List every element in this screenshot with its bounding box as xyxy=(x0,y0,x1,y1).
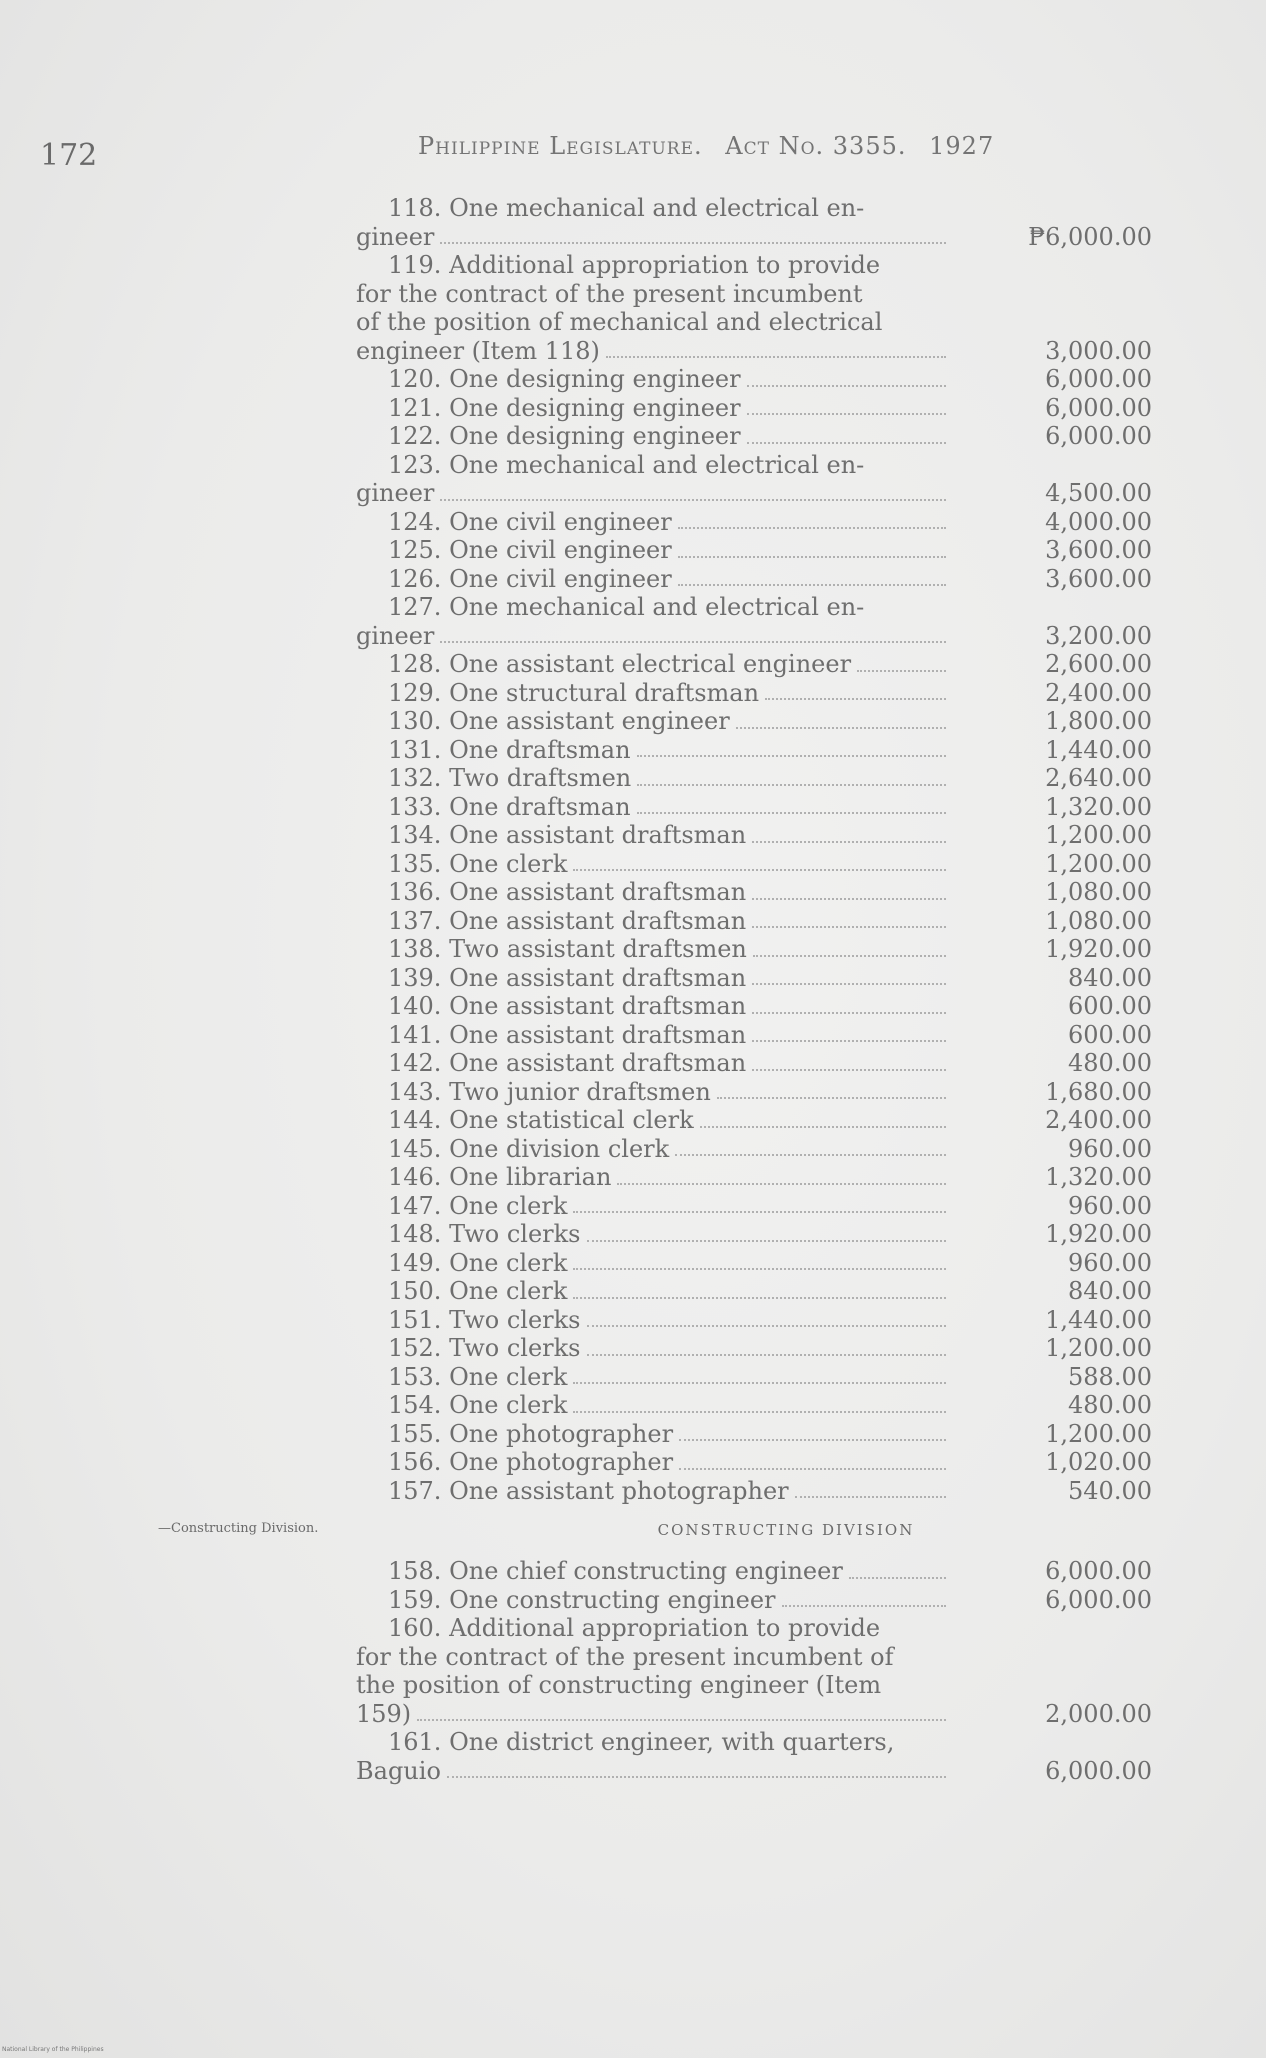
leader-dots xyxy=(637,755,946,757)
appropriation-item xyxy=(356,1614,1156,1728)
leader-dots xyxy=(717,1097,946,1099)
appropriation-item xyxy=(356,1135,1156,1164)
page-number: 172 xyxy=(40,138,98,173)
item-description: 136. One assistant draftsman xyxy=(388,878,747,906)
item-amount: 6,000.00 xyxy=(1045,1756,1152,1785)
item-amount: 480.00 xyxy=(1068,1049,1152,1077)
leader-dots xyxy=(678,584,946,586)
leader-dots xyxy=(752,841,946,843)
appropriation-item xyxy=(356,907,1156,936)
item-amount: 1,440.00 xyxy=(1045,1305,1152,1334)
item-amount: 2,400.00 xyxy=(1045,1106,1152,1134)
appropriation-item xyxy=(356,422,1156,451)
appropriation-item xyxy=(356,508,1156,537)
appropriation-item xyxy=(356,1557,1156,1586)
item-description: 150. One clerk xyxy=(388,1277,568,1305)
leader-dots xyxy=(736,727,946,729)
item-amount: 960.00 xyxy=(1068,1191,1152,1220)
appropriation-item xyxy=(356,821,1156,850)
appropriation-item xyxy=(356,1728,1156,1785)
appropriation-item xyxy=(356,593,1156,650)
leader-dots xyxy=(679,1468,946,1470)
appropriation-item xyxy=(356,1586,1156,1615)
item-description: 138. Two assistant draftsmen xyxy=(388,935,747,963)
leader-dots xyxy=(782,1605,946,1607)
appropriation-item xyxy=(356,1306,1156,1335)
item-amount: 3,600.00 xyxy=(1045,536,1152,564)
item-amount: 1,080.00 xyxy=(1045,878,1152,906)
item-description: 155. One photographer xyxy=(388,1419,674,1448)
appropriation-item xyxy=(356,1220,1156,1249)
item-amount: 6,000.00 xyxy=(1045,1585,1152,1614)
item-description: 143. Two junior draftsmen xyxy=(388,1077,711,1106)
item-amount: 1,080.00 xyxy=(1045,906,1152,935)
item-description: engineer (Item 118) xyxy=(356,336,600,365)
leader-dots xyxy=(447,1776,946,1778)
item-list-engineering xyxy=(356,194,1156,1505)
item-description: of the position of mechanical and electrical xyxy=(356,308,883,336)
leader-dots xyxy=(795,1496,946,1498)
item-description: 119. Additional appropriation to provide xyxy=(388,251,881,279)
item-description: 120. One designing engineer xyxy=(388,365,741,393)
appropriation-item xyxy=(356,850,1156,879)
item-amount: 6,000.00 xyxy=(1045,1557,1152,1585)
leader-dots xyxy=(700,1126,946,1128)
item-description: 132. Two draftsmen xyxy=(388,764,632,792)
leader-dots xyxy=(747,442,946,444)
item-amount: 960.00 xyxy=(1068,1248,1152,1277)
appropriation-item xyxy=(356,1049,1156,1078)
item-description: 127. One mechanical and electrical en- xyxy=(388,593,865,621)
item-amount: 480.00 xyxy=(1068,1391,1152,1419)
appropriation-item xyxy=(356,1163,1156,1192)
leader-dots xyxy=(573,1297,946,1299)
item-amount: 1,200.00 xyxy=(1045,1334,1152,1362)
appropriation-item xyxy=(356,1391,1156,1420)
item-description: 149. One clerk xyxy=(388,1248,568,1277)
item-description: for the contract of the present incumbent of xyxy=(356,1642,894,1671)
item-description: 141. One assistant draftsman xyxy=(388,1020,747,1049)
item-description: 159. One constructing engineer xyxy=(388,1585,776,1614)
item-description: 135. One clerk xyxy=(388,849,568,878)
leader-dots xyxy=(573,869,946,871)
leader-dots xyxy=(417,1719,946,1721)
item-amount: 1,320.00 xyxy=(1045,792,1152,821)
item-amount: 4,500.00 xyxy=(1045,479,1152,507)
item-description: for the contract of the present incumbent xyxy=(356,279,863,308)
appropriation-item xyxy=(356,736,1156,765)
leader-dots xyxy=(752,983,946,985)
item-amount: 1,920.00 xyxy=(1045,935,1152,963)
appropriation-item xyxy=(356,1334,1156,1363)
item-amount: 600.00 xyxy=(1068,1020,1152,1049)
leader-dots xyxy=(747,413,946,415)
item-description: gineer xyxy=(356,222,435,251)
item-description: 152. Two clerks xyxy=(388,1334,581,1362)
item-description: 158. One chief constructing engineer xyxy=(388,1557,843,1585)
appropriation-item xyxy=(356,707,1156,736)
leader-dots xyxy=(752,898,946,900)
appropriation-items xyxy=(356,194,1156,1785)
appropriation-item xyxy=(356,1249,1156,1278)
leader-dots xyxy=(440,242,946,244)
item-amount: 2,600.00 xyxy=(1045,650,1152,678)
appropriation-item xyxy=(356,679,1156,708)
leader-dots xyxy=(573,1382,946,1384)
item-description: 134. One assistant draftsman xyxy=(388,821,747,849)
item-description: 157. One assistant photographer xyxy=(388,1476,789,1505)
item-description: 129. One structural draftsman xyxy=(388,678,760,707)
item-amount: 2,400.00 xyxy=(1045,678,1152,707)
item-description: 130. One assistant engineer xyxy=(388,707,730,735)
item-description: 160. Additional appropriation to provide xyxy=(388,1614,881,1642)
leader-dots xyxy=(573,1211,946,1213)
item-amount: 840.00 xyxy=(1068,963,1152,992)
item-amount: 1,800.00 xyxy=(1045,707,1152,735)
leader-dots xyxy=(587,1325,947,1327)
appropriation-item xyxy=(356,1277,1156,1306)
item-description: 131. One draftsman xyxy=(388,735,631,764)
item-amount: 1,200.00 xyxy=(1045,849,1152,878)
appropriation-item xyxy=(356,1477,1156,1506)
appropriation-item xyxy=(356,992,1156,1021)
item-description: 151. Two clerks xyxy=(388,1305,581,1334)
item-description: 133. One draftsman xyxy=(388,792,631,821)
item-amount: 600.00 xyxy=(1068,992,1152,1020)
item-amount: 2,000.00 xyxy=(1045,1699,1152,1728)
item-description: the position of constructing engineer (Item xyxy=(356,1671,882,1699)
appropriation-item xyxy=(356,194,1156,251)
item-amount: 3,000.00 xyxy=(1045,336,1152,365)
appropriation-item xyxy=(356,878,1156,907)
appropriation-item xyxy=(356,964,1156,993)
item-description: 156. One photographer xyxy=(388,1448,674,1476)
item-description: 146. One librarian xyxy=(388,1163,612,1191)
margin-note: —Constructing Division. xyxy=(158,1521,319,1536)
item-description: 147. One clerk xyxy=(388,1191,568,1220)
leader-dots xyxy=(637,812,946,814)
leader-dots xyxy=(440,641,946,643)
leader-dots xyxy=(675,1154,946,1156)
act-number: Act No. 3355. xyxy=(725,132,907,160)
item-amount: 1,320.00 xyxy=(1045,1163,1152,1191)
leader-dots xyxy=(573,1268,946,1270)
leader-dots xyxy=(678,527,946,529)
leader-dots xyxy=(679,1439,946,1441)
leader-dots xyxy=(587,1354,947,1356)
item-description: 148. Two clerks xyxy=(388,1220,581,1248)
leader-dots xyxy=(752,1069,946,1071)
item-amount: ₱6,000.00 xyxy=(1028,222,1152,251)
appropriation-item xyxy=(356,1078,1156,1107)
item-amount: 1,200.00 xyxy=(1045,821,1152,849)
appropriation-item xyxy=(356,650,1156,679)
item-list-constructing xyxy=(356,1557,1156,1785)
item-amount: 840.00 xyxy=(1068,1277,1152,1305)
item-description: 159) xyxy=(356,1699,412,1728)
leader-dots xyxy=(765,698,946,700)
appropriation-item xyxy=(356,1420,1156,1449)
item-description: 144. One statistical clerk xyxy=(388,1106,694,1134)
leader-dots xyxy=(849,1577,946,1579)
item-description: 161. One district engineer, with quarters, xyxy=(388,1728,895,1756)
item-description: 154. One clerk xyxy=(388,1391,568,1419)
appropriation-item xyxy=(356,1448,1156,1477)
leader-dots xyxy=(752,1040,946,1042)
item-amount: 6,000.00 xyxy=(1045,365,1152,393)
item-description: Baguio xyxy=(356,1756,441,1785)
item-description: 142. One assistant draftsman xyxy=(388,1049,747,1077)
item-description: 145. One division clerk xyxy=(388,1134,670,1163)
item-description: 137. One assistant draftsman xyxy=(388,906,747,935)
item-amount: 4,000.00 xyxy=(1045,507,1152,536)
item-description: 153. One clerk xyxy=(388,1362,568,1391)
item-description: gineer xyxy=(356,479,435,507)
item-amount: 3,600.00 xyxy=(1045,564,1152,593)
item-description: 121. One designing engineer xyxy=(388,393,741,422)
section-heading: CONSTRUCTING DIVISION xyxy=(657,1521,915,1539)
appropriation-item xyxy=(356,365,1156,394)
item-description: 124. One civil engineer xyxy=(388,507,672,536)
appropriation-item xyxy=(356,793,1156,822)
running-head xyxy=(418,132,1098,160)
appropriation-item xyxy=(356,1192,1156,1221)
leader-dots xyxy=(747,385,946,387)
leader-dots xyxy=(440,499,946,501)
leader-dots xyxy=(573,1411,946,1413)
item-description: 122. One designing engineer xyxy=(388,422,741,450)
item-amount: 6,000.00 xyxy=(1045,422,1152,450)
appropriation-item xyxy=(356,536,1156,565)
appropriation-item xyxy=(356,1106,1156,1135)
leader-dots xyxy=(637,784,946,786)
item-amount: 1,200.00 xyxy=(1045,1419,1152,1448)
leader-dots xyxy=(678,556,946,558)
item-amount: 1,440.00 xyxy=(1045,735,1152,764)
appropriation-item xyxy=(356,394,1156,423)
item-description: 139. One assistant draftsman xyxy=(388,963,747,992)
leader-dots xyxy=(752,926,946,928)
appropriation-item xyxy=(356,1021,1156,1050)
appropriation-item xyxy=(356,764,1156,793)
leader-dots xyxy=(606,356,946,358)
leader-dots xyxy=(617,1183,946,1185)
item-description: 126. One civil engineer xyxy=(388,564,672,593)
item-description: 128. One assistant electrical engineer xyxy=(388,650,852,678)
leader-dots xyxy=(752,1012,946,1014)
appropriation-item xyxy=(356,451,1156,508)
item-amount: 588.00 xyxy=(1068,1362,1152,1391)
item-description: 125. One civil engineer xyxy=(388,536,672,564)
item-amount: 540.00 xyxy=(1068,1476,1152,1505)
leader-dots xyxy=(753,955,946,957)
appropriation-item xyxy=(356,935,1156,964)
item-amount: 1,020.00 xyxy=(1045,1448,1152,1476)
item-amount: 1,680.00 xyxy=(1045,1077,1152,1106)
publication-title: Philippine Legislature. xyxy=(418,132,703,160)
item-amount: 3,200.00 xyxy=(1045,621,1152,650)
item-description: gineer xyxy=(356,621,435,650)
item-amount: 6,000.00 xyxy=(1045,393,1152,422)
appropriation-item xyxy=(356,1363,1156,1392)
footer-tag: National Library of the Philippines xyxy=(2,2046,104,2053)
item-amount: 1,920.00 xyxy=(1045,1220,1152,1248)
year: 1927 xyxy=(929,132,995,160)
appropriation-item xyxy=(356,565,1156,594)
item-description: 118. One mechanical and electrical en- xyxy=(388,194,865,222)
item-amount: 960.00 xyxy=(1068,1134,1152,1163)
item-amount: 2,640.00 xyxy=(1045,764,1152,792)
leader-dots xyxy=(857,670,946,672)
appropriation-item xyxy=(356,251,1156,365)
item-description: 123. One mechanical and electrical en- xyxy=(388,450,865,479)
leader-dots xyxy=(587,1240,947,1242)
item-description: 140. One assistant draftsman xyxy=(388,992,747,1020)
